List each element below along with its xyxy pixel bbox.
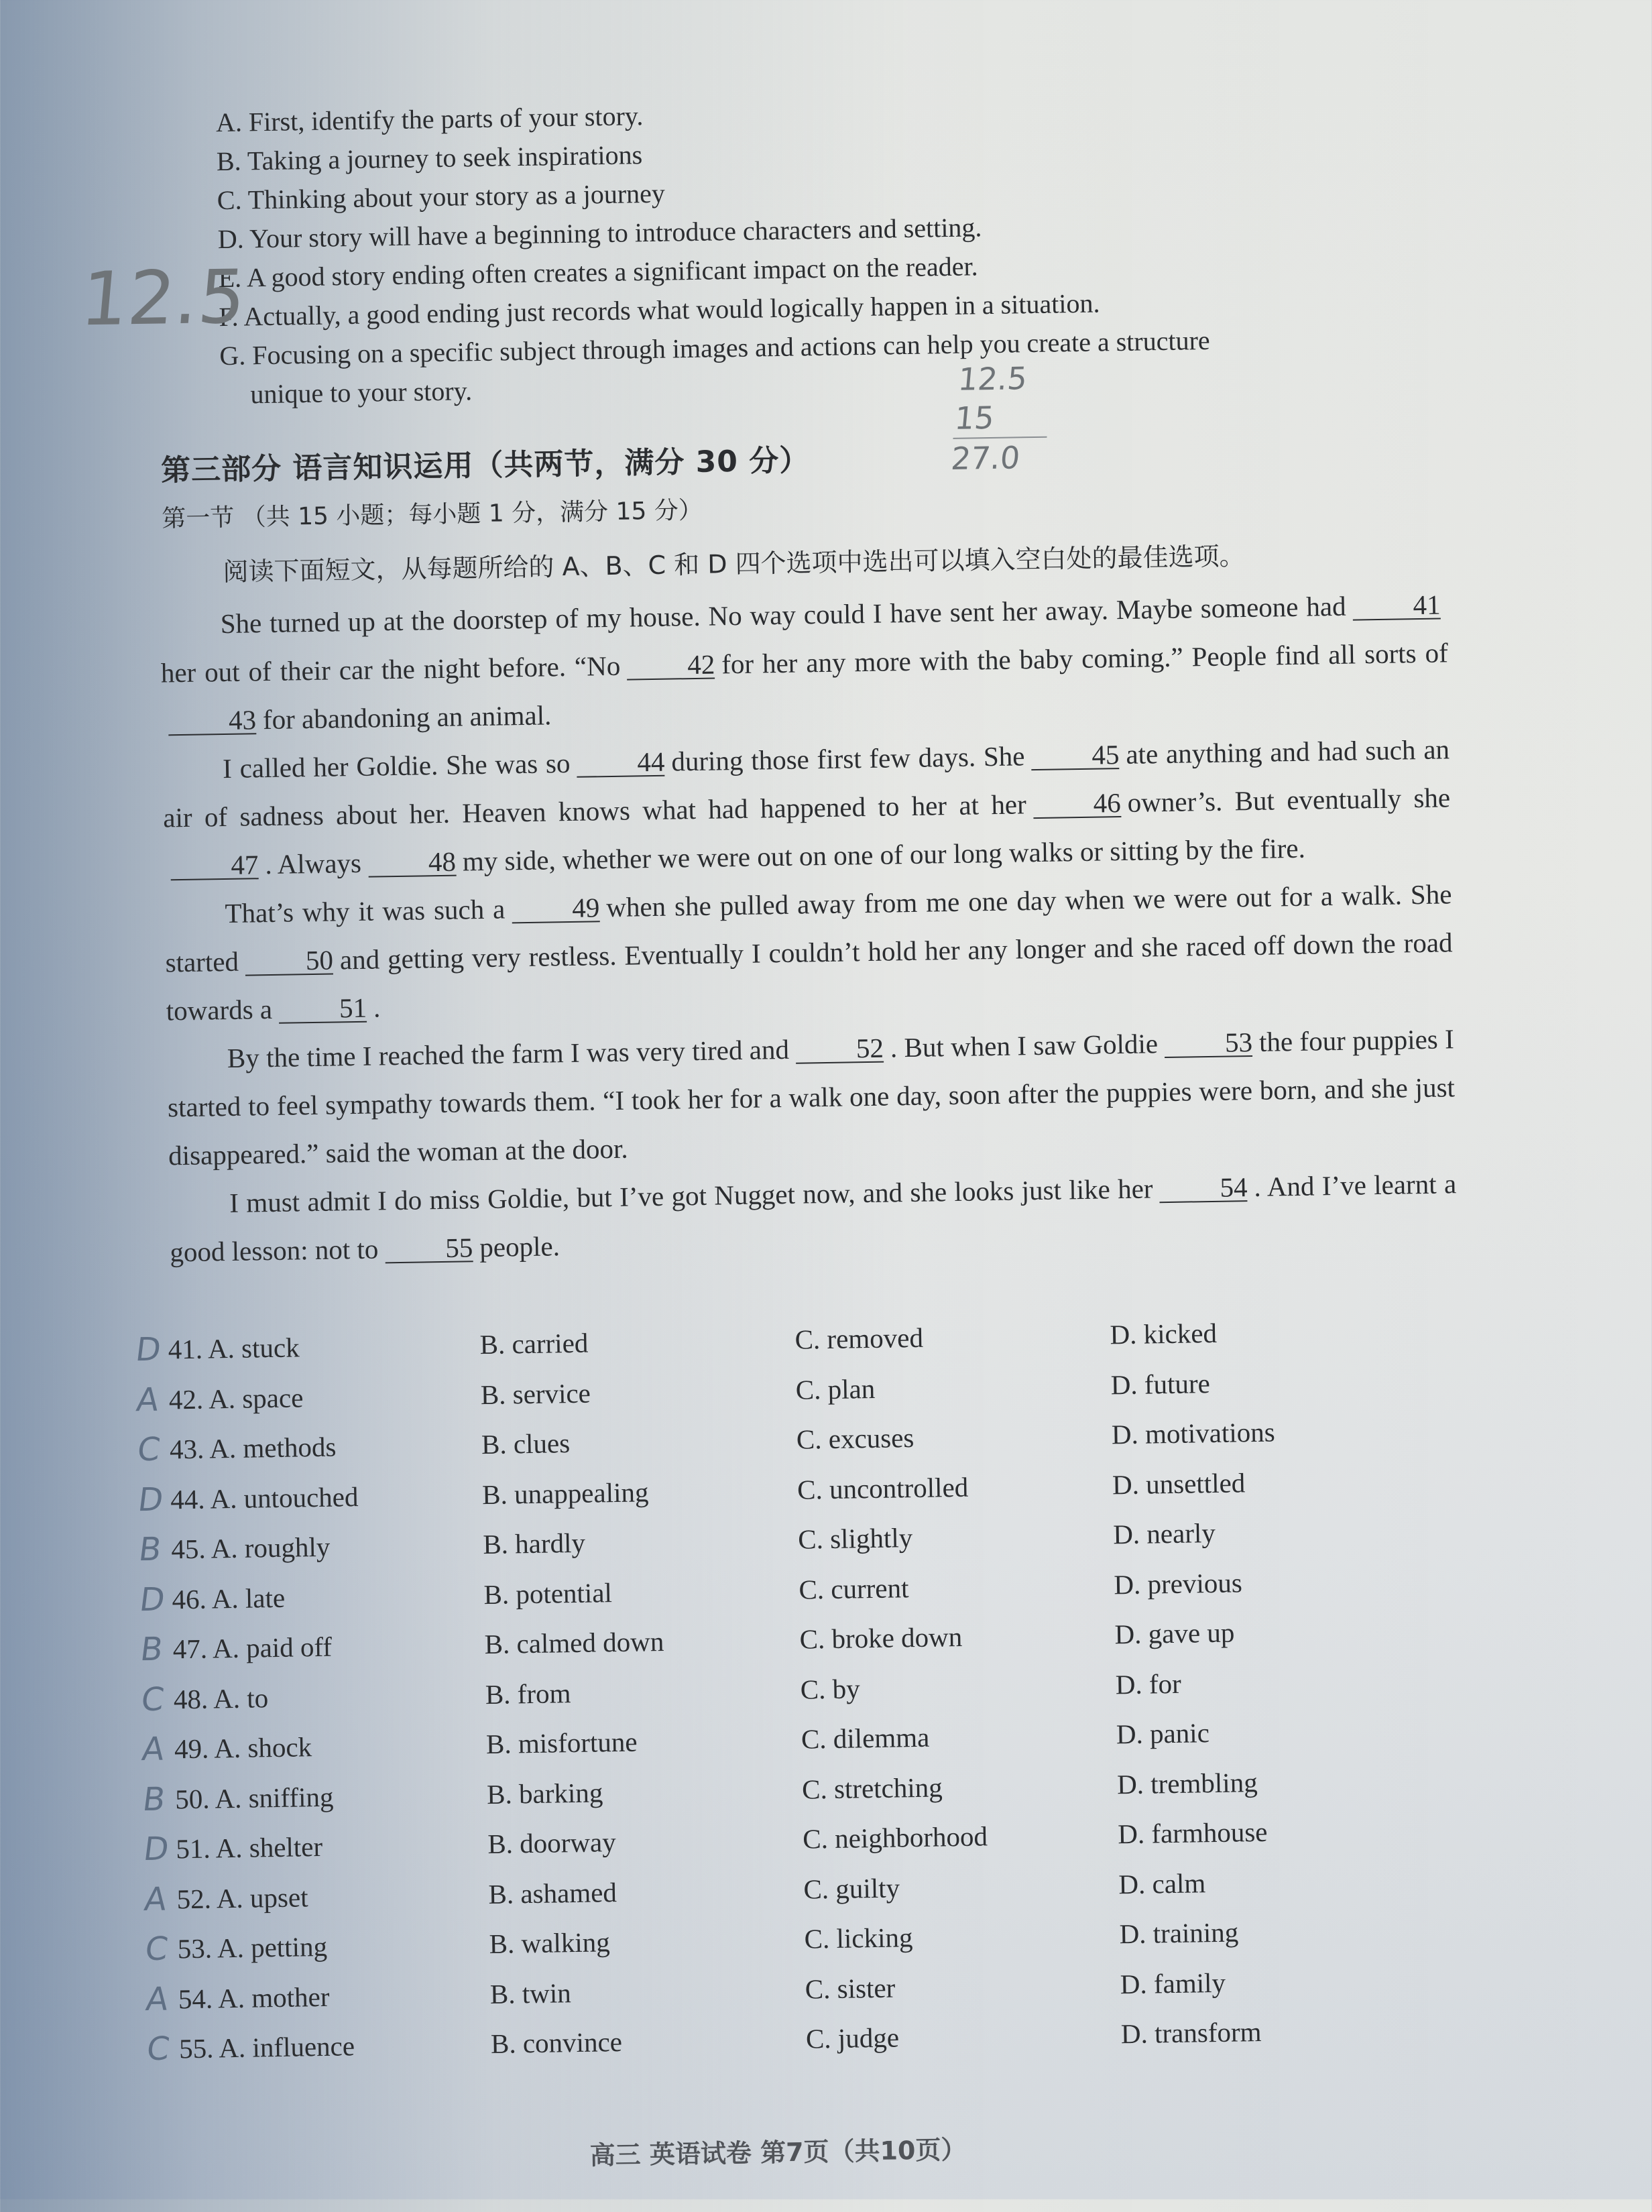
section-instruction: 阅读下面短文，从每题所给的 A、B、C 和 D 四个选项中选出可以填入空白处的最佳选项。 xyxy=(223,541,1245,587)
handwritten-answer: D xyxy=(141,1830,171,1869)
question-41: D 41. A. stuck B. carried C. removed D. kicked xyxy=(168,1305,1442,1375)
choice-c[interactable]: C. slightly xyxy=(797,1522,913,1555)
choice-d[interactable]: D. nearly xyxy=(1112,1517,1216,1550)
choice-a[interactable]: A. petting xyxy=(217,1931,328,1964)
choice-c[interactable]: C. licking xyxy=(804,1922,913,1955)
choice-d[interactable]: D. unsettled xyxy=(1112,1467,1246,1501)
seven-choose-five-options xyxy=(216,84,1441,415)
section-subheading: 第一节 （共 15 小题；每小题 1 分，满分 15 分） xyxy=(161,496,703,533)
question-42: A 42. A. space B. service C. plan D. future xyxy=(168,1354,1443,1424)
handwritten-answer: A xyxy=(142,1880,169,1918)
choice-a[interactable]: A. shelter xyxy=(215,1831,323,1864)
choice-d[interactable]: D. kicked xyxy=(1110,1318,1218,1350)
choice-b[interactable]: B. unappealing xyxy=(481,1476,649,1510)
choice-b[interactable]: B. carried xyxy=(479,1327,589,1360)
blank-45: 45 xyxy=(1031,741,1120,770)
choice-c[interactable]: C. current xyxy=(799,1572,909,1605)
choice-a[interactable]: A. to xyxy=(213,1682,269,1714)
choice-c[interactable]: C. plan xyxy=(795,1373,876,1405)
handwritten-answer: A xyxy=(143,1980,171,2018)
option-g-continuation: unique to your story. xyxy=(250,375,473,410)
choice-d[interactable]: D. calm xyxy=(1118,1867,1206,1900)
choice-a[interactable]: A. paid off xyxy=(212,1631,333,1664)
handwritten-answer: D xyxy=(135,1480,166,1519)
handwritten-answer: C xyxy=(143,1930,170,1969)
blank-41: 41 xyxy=(1352,591,1441,621)
choice-b[interactable]: B. hardly xyxy=(482,1527,586,1560)
choice-c[interactable]: C. sister xyxy=(805,1972,896,2005)
choice-d[interactable]: D. transform xyxy=(1120,2016,1262,2050)
paragraph-3: That’s why it was such a 49 when she pulled away from me one day when we were out for a walk. She started 50 and getting very restless. Eventually I couldn’t hold her any longer and she raced off down the road towards a 51 . xyxy=(165,878,1453,1027)
option-d: D. Your story will have a beginning to introduce characters and setting. xyxy=(217,212,982,255)
choice-a[interactable]: A. methods xyxy=(209,1431,337,1464)
choice-c[interactable]: C. removed xyxy=(794,1322,924,1356)
blank-55: 55 xyxy=(385,1234,473,1263)
option-a: A. First, identify the parts of your story. xyxy=(215,101,644,138)
choice-b[interactable]: B. walking xyxy=(489,1926,610,1960)
choice-c[interactable]: C. broke down xyxy=(799,1621,963,1655)
choice-a[interactable]: A. influence xyxy=(218,2030,355,2064)
choice-c[interactable]: C. stretching xyxy=(801,1771,943,1805)
question-54: A 54. A. mother B. twin C. sister D. family xyxy=(178,1954,1452,2024)
option-g: G. Focusing on a specific subject through images and actions can help you create a structure xyxy=(219,325,1210,371)
handwritten-answer: A xyxy=(139,1730,167,1769)
choice-b[interactable]: B. convince xyxy=(490,2026,623,2060)
question-48: C 48. A. to B. from C. by D. for xyxy=(173,1654,1448,1724)
blank-44: 44 xyxy=(577,748,665,778)
choice-c[interactable]: C. neighborhood xyxy=(802,1820,988,1855)
cloze-passage xyxy=(160,580,1458,1276)
blank-52: 52 xyxy=(796,1035,884,1064)
question-47: B 47. A. paid off B. calmed down C. broke down D. gave up xyxy=(172,1605,1447,1674)
choice-b[interactable]: B. calmed down xyxy=(484,1626,664,1660)
choice-a[interactable]: A. late xyxy=(211,1582,286,1615)
choice-d[interactable]: D. motivations xyxy=(1111,1416,1275,1450)
question-52: A 52. A. upset B. ashamed C. guilty D. calm xyxy=(176,1854,1451,1924)
choice-c[interactable]: C. uncontrolled xyxy=(796,1471,969,1505)
choice-b[interactable]: B. clues xyxy=(481,1428,571,1460)
choice-b[interactable]: B. service xyxy=(480,1377,591,1410)
choice-d[interactable]: D. future xyxy=(1110,1367,1211,1401)
answer-choices xyxy=(133,1305,1453,2074)
question-44: D 44. A. untouched B. unappealing C. uncontrolled D. unsettled xyxy=(170,1454,1445,1524)
choice-b[interactable]: B. from xyxy=(485,1677,571,1710)
choice-d[interactable]: D. training xyxy=(1119,1916,1239,1950)
blank-42: 42 xyxy=(627,651,715,681)
blank-50: 50 xyxy=(245,947,334,976)
choice-a[interactable]: A. mother xyxy=(217,1981,330,2014)
choice-a[interactable]: A. roughly xyxy=(211,1531,331,1564)
handwritten-answer: D xyxy=(133,1330,164,1369)
handwritten-answer: C xyxy=(144,2030,172,2069)
choice-a[interactable]: A. upset xyxy=(216,1881,308,1914)
choice-b[interactable]: B. ashamed xyxy=(488,1876,617,1910)
page-footer: 高三 英语试卷 第7页（共10页） xyxy=(589,2134,967,2170)
choice-d[interactable]: D. panic xyxy=(1116,1717,1210,1750)
blank-53: 53 xyxy=(1165,1029,1253,1058)
handwritten-calculation xyxy=(949,359,1054,478)
question-43: C 43. A. methods B. clues C. excuses D. motivations xyxy=(169,1405,1443,1474)
choice-d[interactable]: D. family xyxy=(1120,1967,1226,2000)
choice-b[interactable]: B. potential xyxy=(483,1576,613,1610)
section-heading: 第三部分 语言知识运用（共两节，满分 30 分） xyxy=(160,443,810,488)
handwritten-answer: D xyxy=(137,1580,168,1619)
choice-c[interactable]: C. judge xyxy=(805,2022,900,2054)
choice-d[interactable]: D. farmhouse xyxy=(1117,1816,1268,1850)
option-f: F. Actually, a good ending just records what would logically happen in a situation. xyxy=(219,288,1100,333)
paragraph-1: She turned up at the doorstep of my house. No way could I have sent her away. Maybe someone had 41her out of their car the night before. “No 42 for her any more with the baby coming.” People find all sorts of43 for abandoning an animal. xyxy=(160,589,1449,736)
blank-46: 46 xyxy=(1032,789,1121,819)
choice-a[interactable]: A. sniffing xyxy=(215,1781,334,1814)
choice-c[interactable]: C. dilemma xyxy=(801,1721,930,1755)
handwritten-answer: B xyxy=(140,1780,168,1818)
blank-54: 54 xyxy=(1159,1173,1248,1203)
handwritten-answer: C xyxy=(135,1430,163,1469)
paragraph-2: I called her Goldie. She was so 44 during those first few days. She 45 ate anything and had such an air of sadness about her. Heaven knows what had happened to her at her 46 owner’s. But eventually she47 . Always 48 my side, whether we were out on one of our long walks or sitting by the fire. xyxy=(162,734,1451,880)
paragraph-5: I must admit I do miss Goldie, but I’ve got Nugget now, and she looks just like her 54 . And I’ve learnt a good lesson: not to 55 people. xyxy=(170,1168,1457,1268)
option-c: C. Thinking about your story as a journey xyxy=(217,178,666,216)
blank-48: 48 xyxy=(368,848,457,878)
blank-47: 47 xyxy=(170,851,259,880)
question-53: C 53. A. petting B. walking C. licking D. training xyxy=(177,1904,1452,1974)
handwritten-score: 12.5 xyxy=(77,253,249,343)
choice-c[interactable]: C. excuses xyxy=(796,1422,914,1456)
choice-b[interactable]: B. misfortune xyxy=(485,1726,638,1760)
question-49: A 49. A. shock B. misfortune C. dilemma D. panic xyxy=(174,1704,1449,1774)
blank-51: 51 xyxy=(279,994,367,1024)
choice-a[interactable]: A. shock xyxy=(213,1731,312,1764)
option-b: B. Taking a journey to seek inspirations xyxy=(216,139,643,177)
calc-line-1: 12.5 xyxy=(956,360,1029,398)
handwritten-answer: B xyxy=(136,1530,164,1569)
handwritten-answer: B xyxy=(138,1630,166,1669)
question-55: C 55. A. influence B. convince C. judge D. transform xyxy=(179,2003,1454,2073)
blank-43: 43 xyxy=(168,706,257,736)
choice-a[interactable]: A. stuck xyxy=(207,1332,300,1364)
choice-d[interactable]: D. trembling xyxy=(1116,1766,1258,1800)
option-e: E. A good story ending often creates a significant impact on the reader. xyxy=(218,251,978,294)
blank-49: 49 xyxy=(512,894,600,923)
choice-d[interactable]: D. gave up xyxy=(1114,1617,1235,1650)
choice-c[interactable]: C. by xyxy=(800,1673,861,1705)
question-51: D 51. A. shelter B. doorway C. neighborhood D. farmhouse xyxy=(176,1804,1450,1874)
choice-d[interactable]: D. previous xyxy=(1114,1567,1243,1600)
calc-line-3: 27.0 xyxy=(949,439,1022,477)
question-50: B 50. A. sniffing B. barking C. stretching D. trembling xyxy=(175,1754,1450,1824)
choice-b[interactable]: B. twin xyxy=(489,1977,571,2010)
choice-a[interactable]: A. space xyxy=(208,1382,304,1415)
choice-b[interactable]: B. barking xyxy=(486,1777,603,1810)
handwritten-answer: C xyxy=(139,1680,166,1719)
choice-d[interactable]: D. for xyxy=(1115,1668,1182,1700)
question-45: B 45. A. roughly B. hardly C. slightly D. nearly xyxy=(171,1505,1446,1574)
handwritten-answer: A xyxy=(134,1381,162,1419)
calc-line-2: 15 xyxy=(953,398,1050,439)
choice-b[interactable]: B. doorway xyxy=(487,1826,617,1860)
choice-c[interactable]: C. guilty xyxy=(803,1872,900,1905)
paragraph-4: By the time I reached the farm I was very tired and 52 . But when I saw Goldie 53 the four puppies I started to feel sympathy towards them. “I took her for a walk one day, soon after the puppies were born, and she just disappeared.” said the woman at the door. xyxy=(167,1023,1456,1171)
choice-a[interactable]: A. untouched xyxy=(210,1480,359,1515)
question-46: D 46. A. late B. potential C. current D. previous xyxy=(172,1554,1446,1624)
